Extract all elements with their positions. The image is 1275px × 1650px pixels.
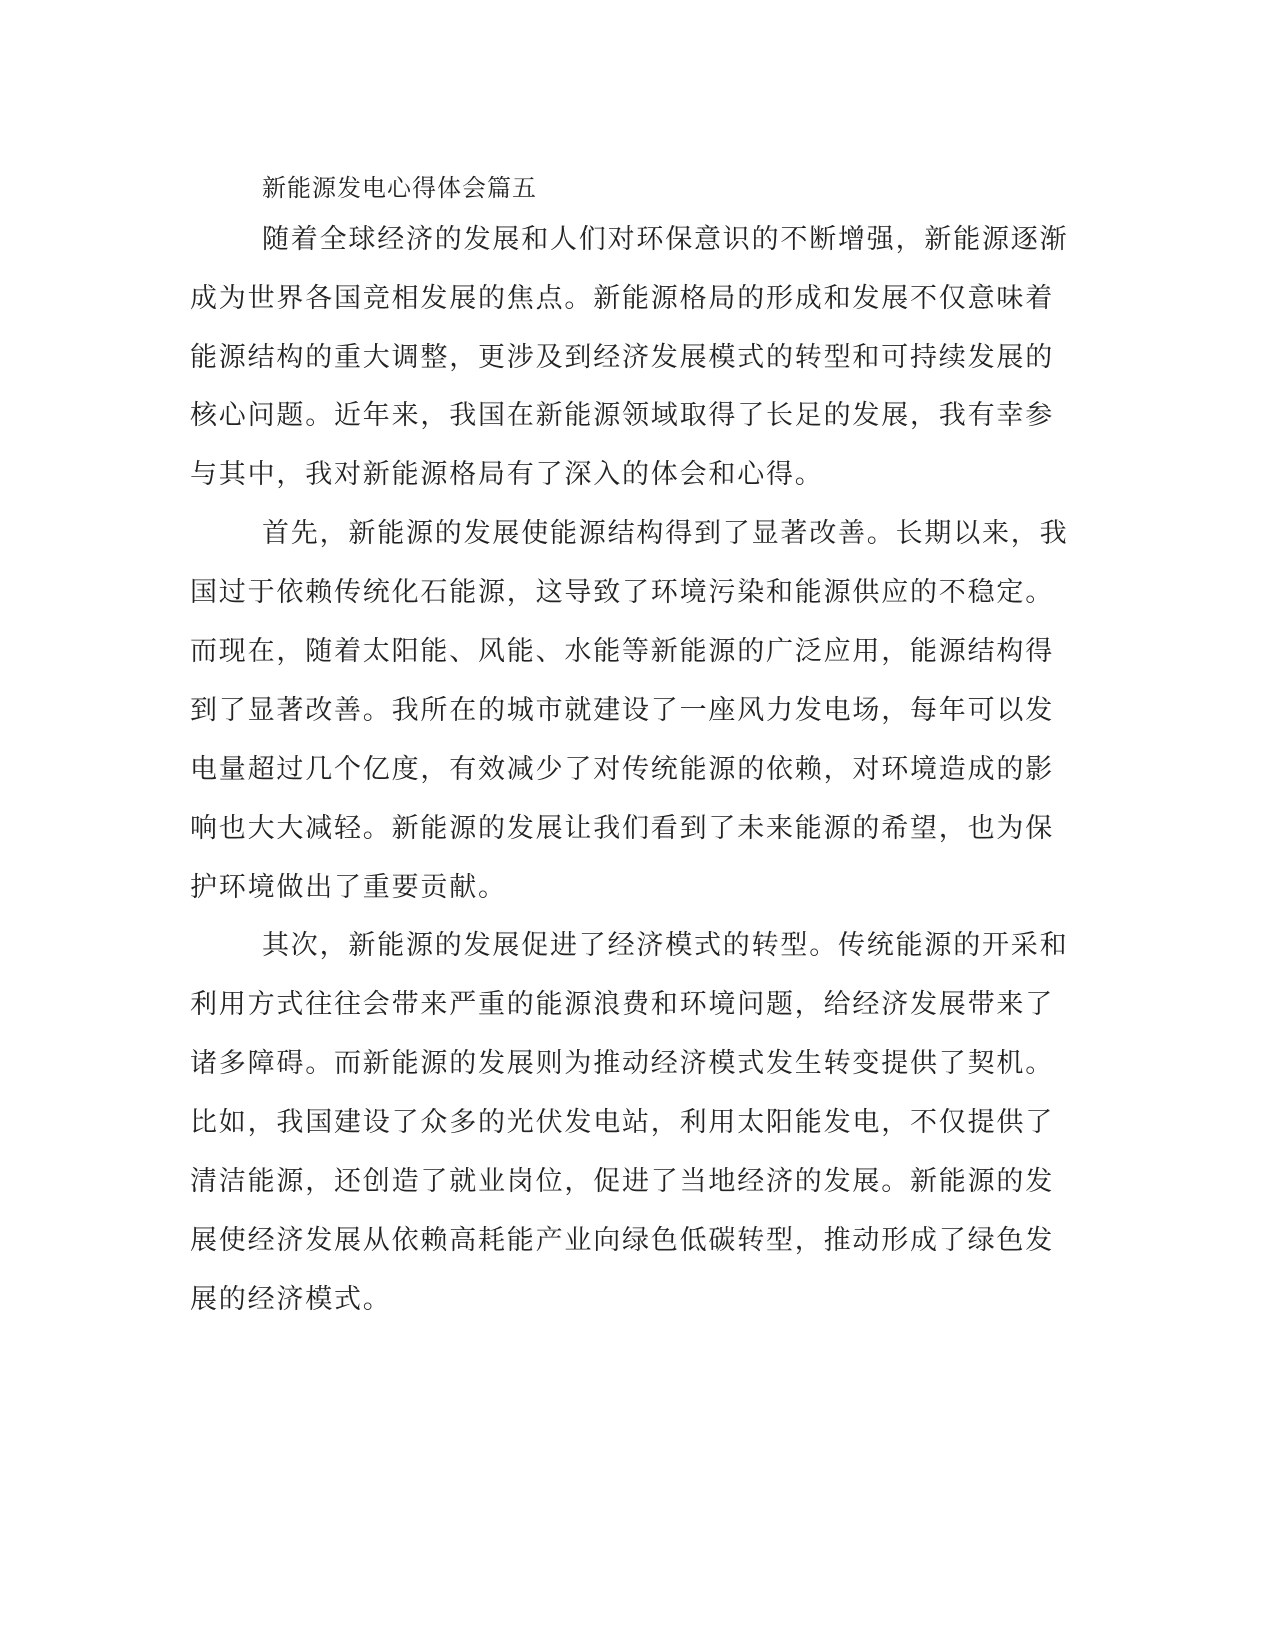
paragraph-2-line: 首先，新能源的发展使能源结构得到了显著改善。长期以来，我: [262, 518, 1069, 549]
document-title: 新能源发电心得体会篇五: [262, 174, 537, 202]
paragraph-3-line: 诸多障碍。而新能源的发展则为推动经济模式发生转变提供了契机。: [190, 1048, 1054, 1079]
paragraph-2-line: 护环境做出了重要贡献。: [190, 872, 507, 903]
paragraph-1-line: 与其中，我对新能源格局有了深入的体会和心得。: [190, 459, 824, 490]
paragraph-1-line: 随着全球经济的发展和人们对环保意识的不断增强，新能源逐渐: [262, 224, 1069, 255]
paragraph-2-line: 而现在，随着太阳能、风能、水能等新能源的广泛应用，能源结构得: [190, 636, 1054, 667]
paragraph-3-line: 展的经济模式。: [190, 1284, 392, 1315]
paragraph-1-line: 成为世界各国竞相发展的焦点。新能源格局的形成和发展不仅意味着: [190, 283, 1054, 314]
paragraph-3-line: 其次，新能源的发展促进了经济模式的转型。传统能源的开采和: [262, 930, 1069, 961]
paragraph-1-line: 能源结构的重大调整，更涉及到经济发展模式的转型和可持续发展的: [190, 342, 1054, 373]
paragraph-2-line: 电量超过几个亿度，有效减少了对传统能源的依赖，对环境造成的影: [190, 754, 1054, 785]
paragraph-1-line: 核心问题。近年来，我国在新能源领域取得了长足的发展，我有幸参: [190, 400, 1054, 431]
paragraph-3-line: 清洁能源，还创造了就业岗位，促进了当地经济的发展。新能源的发: [190, 1166, 1054, 1197]
paragraph-3-line: 利用方式往往会带来严重的能源浪费和环境问题，给经济发展带来了: [190, 989, 1054, 1020]
paragraph-3-line: 展使经济发展从依赖高耗能产业向绿色低碳转型，推动形成了绿色发: [190, 1225, 1054, 1256]
paragraph-3-line: 比如，我国建设了众多的光伏发电站，利用太阳能发电，不仅提供了: [190, 1107, 1054, 1138]
paragraph-2-line: 响也大大减轻。新能源的发展让我们看到了未来能源的希望，也为保: [190, 813, 1054, 844]
paragraph-2-line: 国过于依赖传统化石能源，这导致了环境污染和能源供应的不稳定。: [190, 577, 1054, 608]
paragraph-2-line: 到了显著改善。我所在的城市就建设了一座风力发电场，每年可以发: [190, 695, 1054, 726]
